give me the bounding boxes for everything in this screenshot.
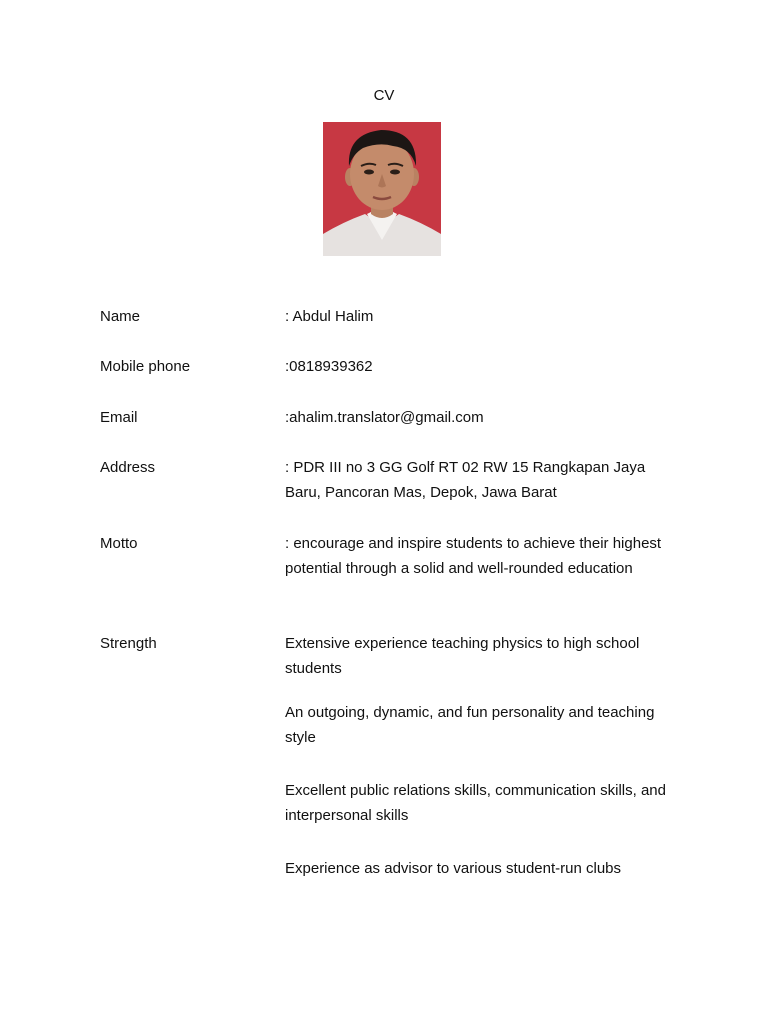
strength-item: An outgoing, dynamic, and fun personality and teaching style xyxy=(285,704,655,746)
strength-item: Excellent public relations skills, communication skills, and interpersonal skills xyxy=(285,782,666,824)
cv-title: CV xyxy=(373,87,395,104)
strength-item: Experience as advisor to various student-run clubs xyxy=(285,860,622,877)
field-label-mobile-phone: Mobile phone xyxy=(100,358,191,375)
field-value-email: :ahalim.translator@gmail.com xyxy=(285,409,484,426)
profile-photo xyxy=(323,122,441,256)
field-label-address: Address xyxy=(100,459,156,476)
field-value-address: : PDR III no 3 GG Golf RT 02 RW 15 Rangkapan Jaya Baru, Pancoran Mas, Depok, Jawa Barat xyxy=(285,459,646,501)
field-value-mobile-phone: :0818939362 xyxy=(285,358,373,375)
portrait-illustration xyxy=(323,122,441,256)
field-label-strength: Strength xyxy=(100,635,157,652)
field-label-email: Email xyxy=(100,409,138,426)
field-value-name: : Abdul Halim xyxy=(285,308,374,325)
field-label-motto: Motto xyxy=(100,535,138,552)
field-value-motto: : encourage and inspire students to achieve their highest potential through a solid and well-rounded education xyxy=(285,535,662,577)
strength-item: Extensive experience teaching physics to high school students xyxy=(285,635,640,677)
field-label-name: Name xyxy=(100,308,141,325)
